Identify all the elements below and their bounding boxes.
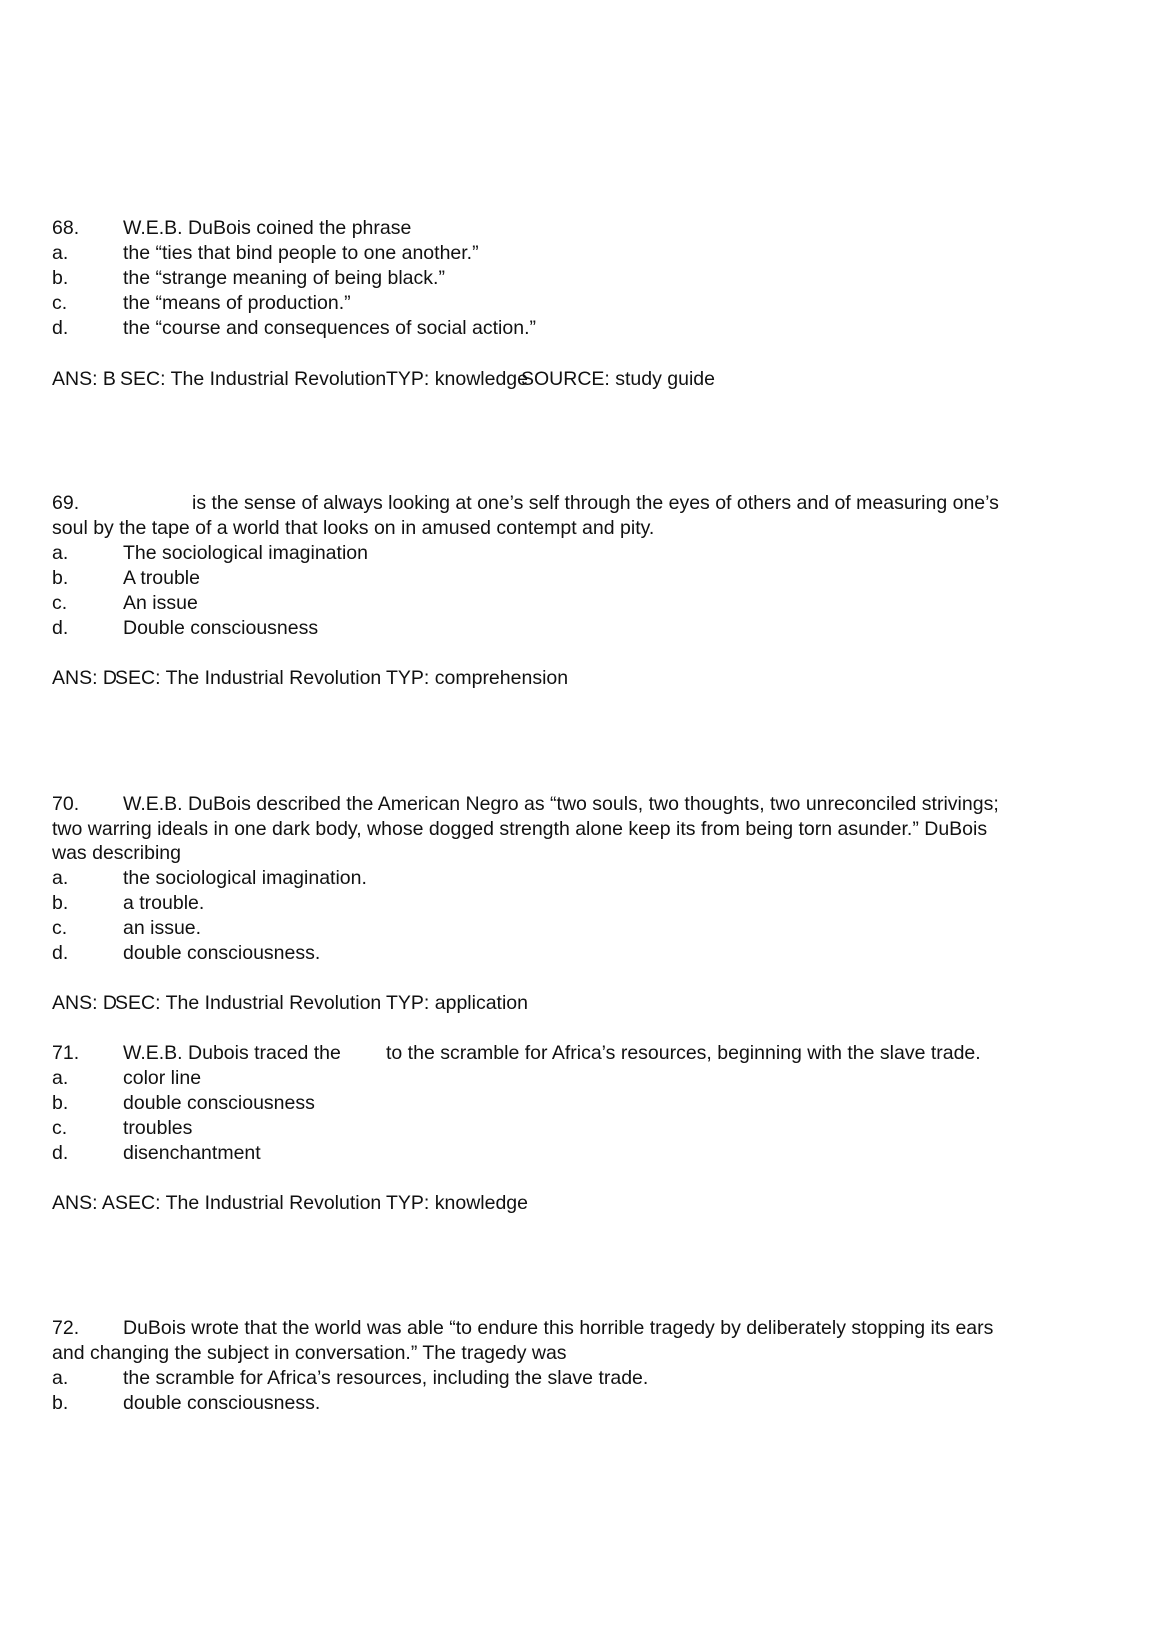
option-letter: b. — [52, 567, 69, 589]
option-letter: c. — [52, 917, 68, 939]
option-text: troubles — [123, 1117, 193, 1139]
option-text: the “strange meaning of being black.” — [123, 267, 445, 289]
question-stem-text: two warring ideals in one dark body, whose dogged strength alone keep its from being torn asunder.” DuBois — [52, 818, 988, 840]
option-text: double consciousness. — [123, 1392, 321, 1414]
answer-key: ANS: B — [52, 368, 116, 390]
option-text: the “course and consequences of social action.” — [123, 317, 536, 339]
question-stem-text: W.E.B. DuBois described the American Negro as “two souls, two thoughts, two unreconciled strivings; — [123, 793, 999, 815]
answer-type: TYP: knowledge — [386, 1192, 528, 1214]
option-text: the “ties that bind people to one another.” — [123, 242, 479, 264]
question-stem-text: W.E.B. Dubois traced the — [123, 1042, 341, 1064]
answer-section: SEC: The Industrial Revolution — [120, 368, 387, 390]
option-text: A trouble — [123, 567, 200, 589]
option-text: double consciousness. — [123, 942, 321, 964]
option-letter: a. — [52, 867, 69, 889]
answer-key: ANS: D — [52, 992, 118, 1014]
option-letter: a. — [52, 242, 69, 264]
option-letter: d. — [52, 317, 69, 339]
question-number: 72. — [52, 1317, 80, 1339]
option-text: the scramble for Africa’s resources, including the slave trade. — [123, 1367, 649, 1389]
answer-key: ANS: D — [52, 667, 118, 689]
answer-type: TYP: application — [386, 992, 528, 1014]
option-letter: a. — [52, 1067, 69, 1089]
option-letter: b. — [52, 1092, 69, 1114]
option-letter: b. — [52, 267, 69, 289]
option-text: disenchantment — [123, 1142, 261, 1164]
option-text: the “means of production.” — [123, 292, 351, 314]
question-number: 70. — [52, 793, 80, 815]
option-letter: a. — [52, 1367, 69, 1389]
answer-type: TYP: knowledge — [386, 368, 528, 390]
answer-section: SEC: The Industrial Revolution — [115, 667, 382, 689]
option-letter: b. — [52, 892, 69, 914]
option-text: An issue — [123, 592, 198, 614]
answer-source: SOURCE: study guide — [521, 368, 716, 390]
option-text: the sociological imagination. — [123, 867, 367, 889]
option-text: The sociological imagination — [123, 542, 368, 564]
answer-section: SEC: The Industrial Revolution — [115, 992, 382, 1014]
question-stem-text: and changing the subject in conversation.” The tragedy was — [52, 1342, 567, 1364]
option-letter: d. — [52, 617, 69, 639]
question-number: 71. — [52, 1042, 80, 1064]
question-stem-text: W.E.B. DuBois coined the phrase — [123, 217, 412, 239]
question-number: 68. — [52, 217, 80, 239]
option-text: an issue. — [123, 917, 202, 939]
option-text: color line — [123, 1067, 202, 1089]
answer-section: SEC: The Industrial Revolution — [115, 1192, 382, 1214]
answer-type: TYP: comprehension — [386, 667, 569, 689]
option-text: Double consciousness — [123, 617, 319, 639]
option-letter: d. — [52, 1142, 69, 1164]
answer-key: ANS: A — [52, 1192, 115, 1214]
question-stem-text: was describing — [52, 842, 181, 864]
option-letter: a. — [52, 542, 69, 564]
option-text: double consciousness — [123, 1092, 315, 1114]
question-stem-text: soul by the tape of a world that looks on in amused contempt and pity. — [52, 517, 655, 539]
option-letter: b. — [52, 1392, 69, 1414]
question-stem-text: is the sense of always looking at one’s self through the eyes of others and of measuring one’s — [192, 492, 999, 514]
option-letter: d. — [52, 942, 69, 964]
option-letter: c. — [52, 292, 68, 314]
question-stem-text-continued: to the scramble for Africa’s resources, beginning with the slave trade. — [386, 1042, 981, 1064]
question-stem-text: DuBois wrote that the world was able “to endure this horrible tragedy by deliberately stopping its ears — [123, 1317, 994, 1339]
question-number: 69. — [52, 492, 80, 514]
option-letter: c. — [52, 592, 68, 614]
option-letter: c. — [52, 1117, 68, 1139]
option-text: a trouble. — [123, 892, 205, 914]
